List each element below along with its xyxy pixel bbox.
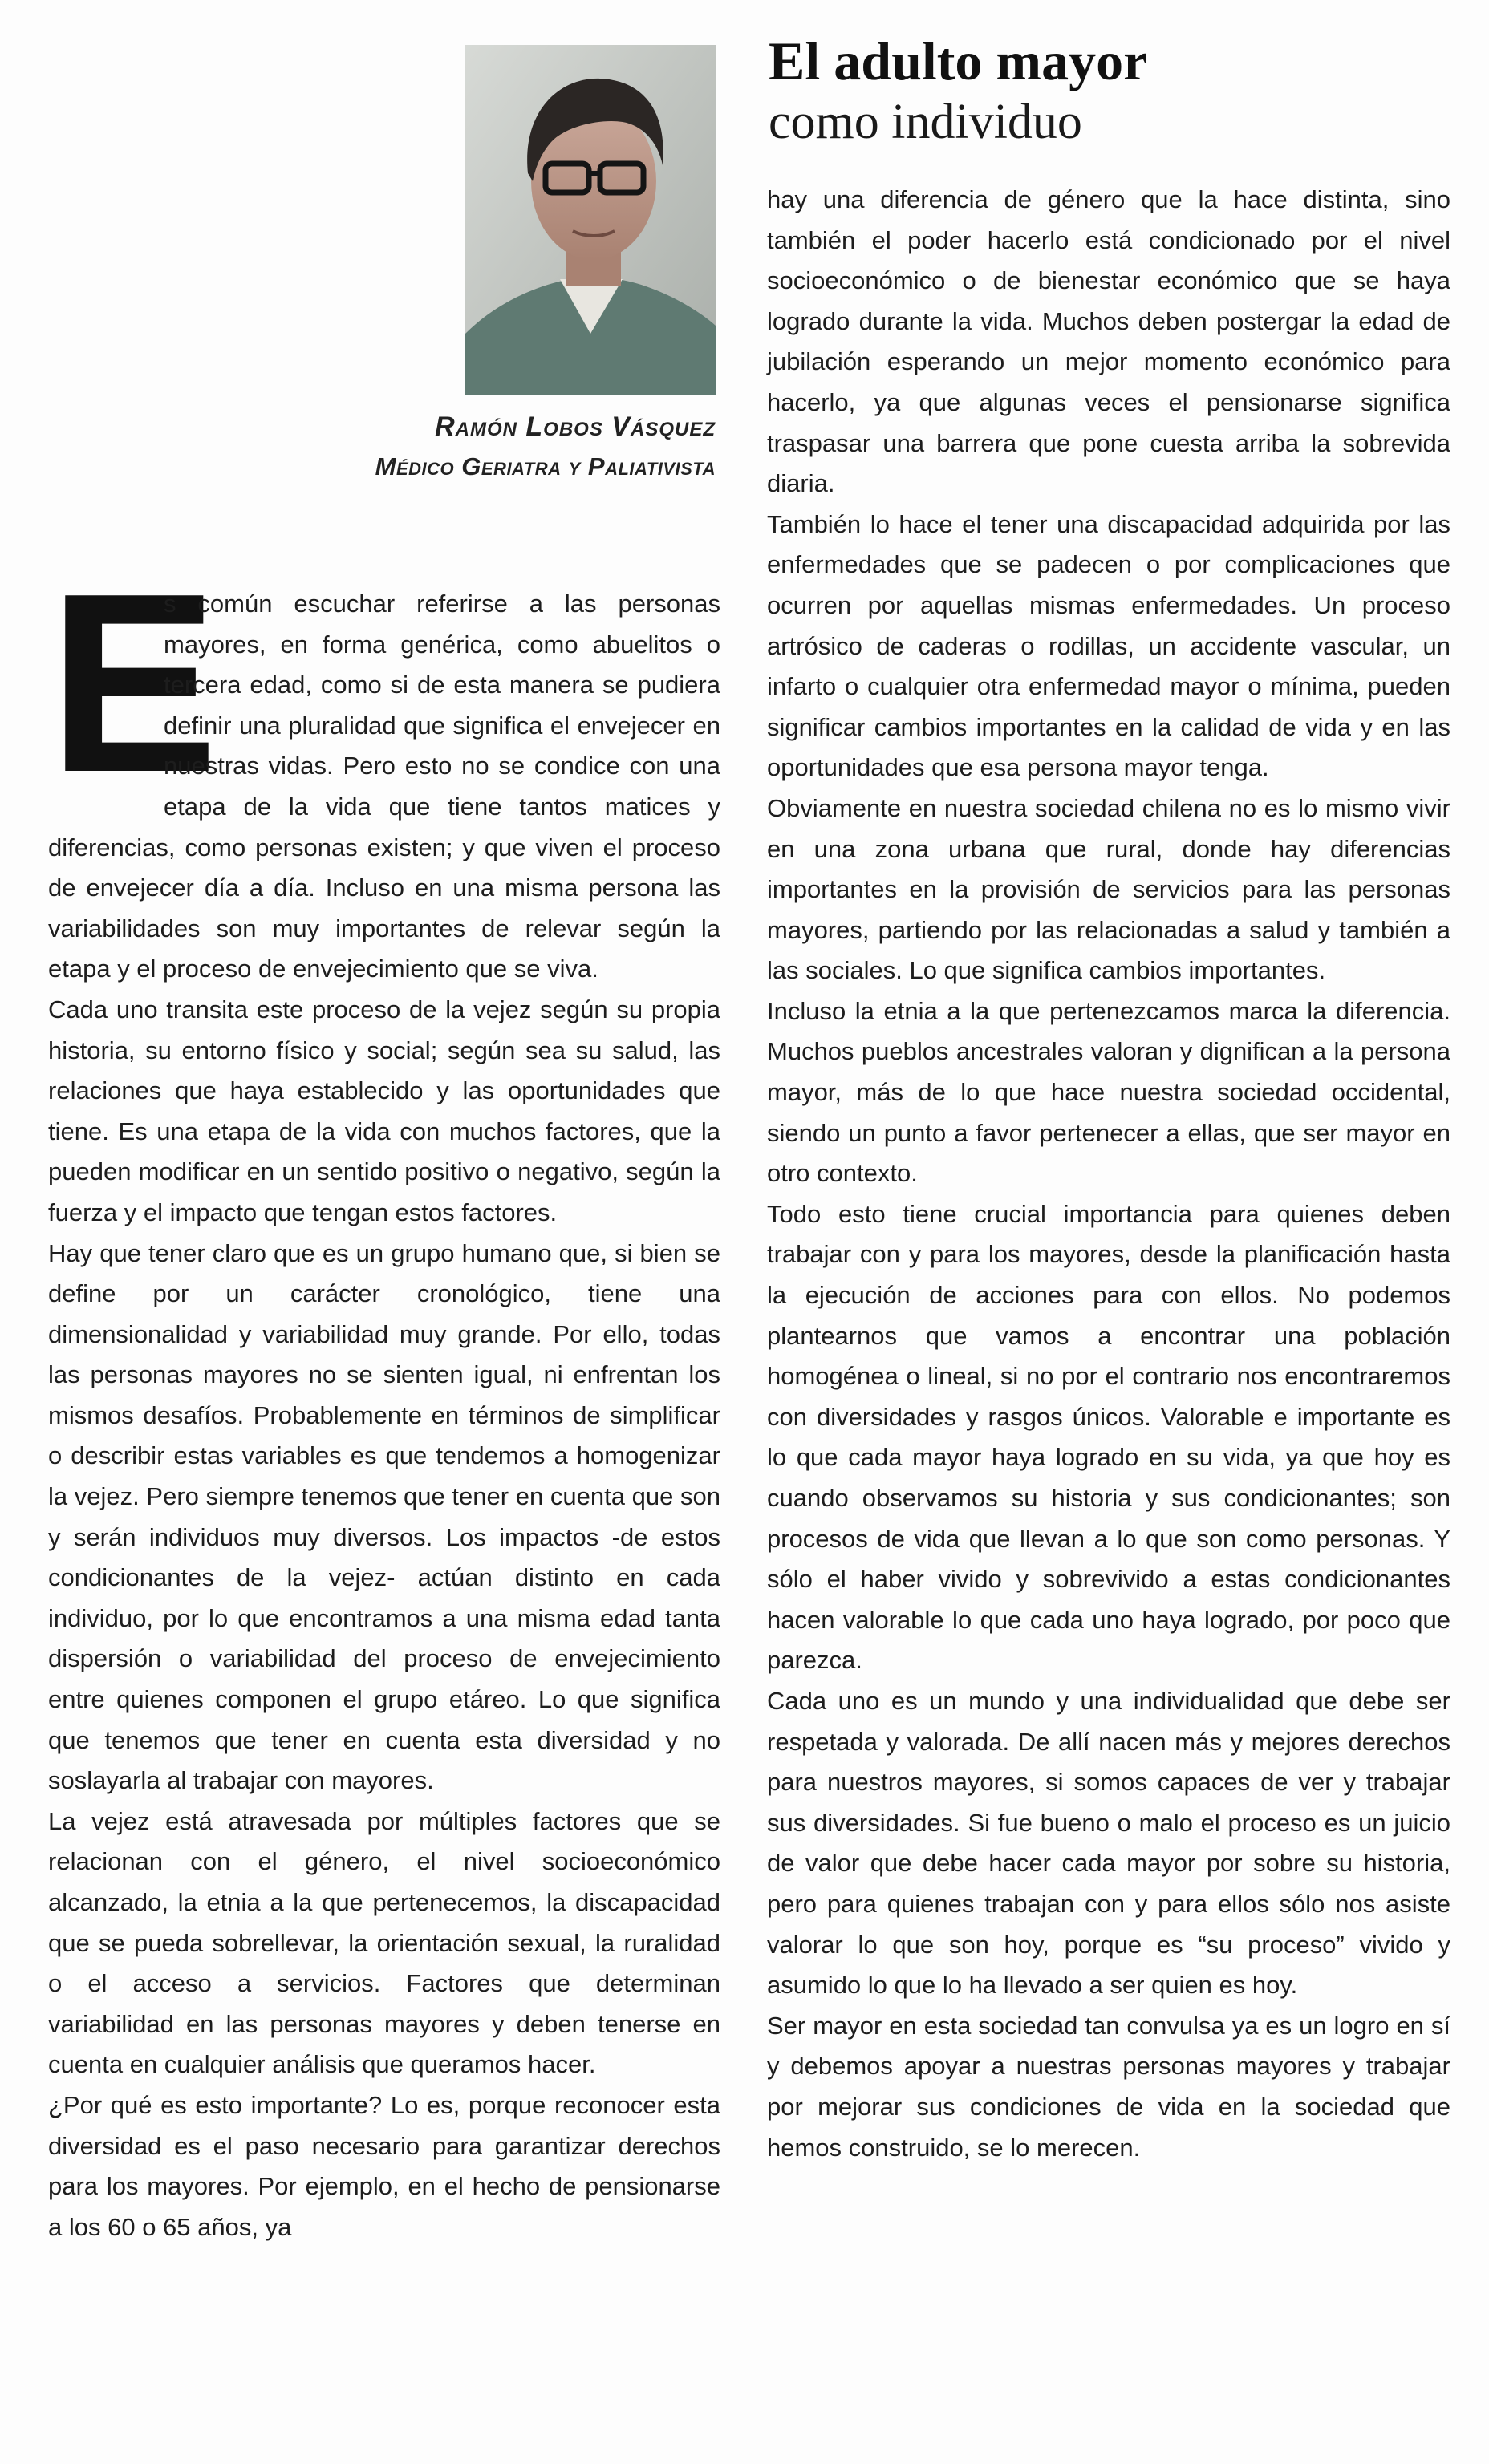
article-headline xyxy=(769,29,1459,151)
paragraph: Ser mayor en esta sociedad tan convulsa ya es un logro en sí y debemos apoyar a nuestras personas mayores y trabajar por mejorar sus condiciones de vida en la sociedad que hemos construido, se lo merecen. xyxy=(767,2011,1450,2162)
paragraph: Todo esto tiene crucial importancia para quienes deben trabajar con y para los mayores, desde la planificación hasta la ejecución de acciones para con ellos. No podemos plantearnos que vamos a encontrar una población homogénea o lineal, si no por el contrario nos encontraremos con diversidades y rasgos únicos. Valorable e importante es lo que cada mayor haya logrado en su vida, ya que hoy es cuando observamos su historia y sus condicionantes; son procesos de vida que llevan a lo que son como personas. Y sólo el haber vivido y sobrevivido a estas condicionantes hacen valorable lo que cada uno haya logrado, por poco que parezca. xyxy=(767,1199,1450,1675)
left-column xyxy=(48,541,720,2247)
paragraph: La vejez está atravesada por múltiples factores que se relacionan con el género, el nivel socioeconómico alcanzado, la etnia a la que pertenecemos, la discapacidad que se pueda sobrellevar, la orientación sexual, la ruralidad o el acceso a servicios. Factores que determinan variabilidad en las personas mayores y deben tenerse en cuenta en cualquier análisis que queramos hacer. xyxy=(48,1806,720,2079)
paragraph: Cada uno es un mundo y una individualidad que debe ser respetada y valorada. De allí nacen más y mejores derechos para nuestros mayores, si somos capaces de ver y trabajar sus diversidades. Si fue bueno o malo el proceso es un juicio de valor que debe hacer cada mayor por sobre su historia, pero para quienes trabajan con y para ellos sólo nos asiste valorar lo que son hoy, porque es “su proceso” vivido y asumido lo que lo ha llevado a ser quien es hoy. xyxy=(767,1686,1450,2000)
right-column xyxy=(767,180,1450,2168)
paragraph: hay una diferencia de género que la hace distinta, sino también el poder hacerlo está condicionado por el nivel socioeconómico o de bienestar económico que se haya logrado durante la vida. Muchos deben postergar la edad de jubilación esperando un mejor momento económico para hacerlo, ya que algunas veces el pensionarse significa traspasar una barrera que pone cuesta arriba la sobrevida diaria. xyxy=(767,185,1450,498)
drop-cap: E xyxy=(48,541,219,825)
paragraph: Cada uno transita este proceso de la vejez según su propia historia, su entorno físico y social; según sea su salud, las relaciones que haya establecido y las oportunidades que tiene. Es una etapa de la vida con muchos factores, que la pueden modificar en un sentido positivo o negativo, según la fuerza y el impacto que tengan estos factores. xyxy=(48,995,720,1226)
paragraph: ¿Por qué es esto importante? Lo es, porque reconocer esta diversidad es el paso necesario para garantizar derechos para los mayores. Por ejemplo, en el hecho de pensionarse a los 60 o 65 años, ya xyxy=(48,2090,720,2241)
paragraph: También lo hace el tener una discapacidad adquirida por las enfermedades que se padecen o por complicaciones que ocurren por aquellas mismas enfermedades. Un proceso artrósico de caderas o rodillas, un accidente vascular, un infarto o cualquier otra enfermedad mayor o mínima, pueden significar cambios importantes en la calidad de vida y en las oportunidades que esa persona mayor tenga. xyxy=(767,509,1450,782)
author-role: Médico Geriatra y Paliativista xyxy=(375,452,716,480)
paragraph: Hay que tener claro que es un grupo humano que, si bien se define por un carácter cronológico, tiene una dimensionalidad y variabilidad muy grande. Por ello, todas las personas mayores no se sienten igual, ni enfrentan los mismos desafíos. Probablemente en términos de simplificar o describir estas variables es que tendemos a homogenizar la vejez. Pero siempre tenemos que tener en cuenta que son y serán individuos muy diversos. Los impactos -de estos condicionantes de la vejez- actúan distinto en cada individuo, por lo que encontramos a una misma edad tanta dispersión o variabilidad del proceso de envejecimiento entre quienes componen el grupo etáreo. Lo que significa que tenemos que tener en cuenta esta diversidad y no soslayarla al trabajar con mayores. xyxy=(48,1238,720,1795)
author-photo xyxy=(465,45,716,395)
paragraph: Obviamente en nuestra sociedad chilena no es lo mismo vivir en una zona urbana que rural, donde hay diferencias importantes en la provisión de servicios para las personas mayores, partiendo por las relacionadas a salud y también a las sociales. Lo que significa cambios importantes. xyxy=(767,793,1450,985)
headline-subtitle: como individuo xyxy=(769,95,1082,149)
headline-title: El adulto mayor xyxy=(769,30,1148,91)
byline xyxy=(289,409,716,484)
author-name: Ramón Lobos Vásquez xyxy=(435,411,716,442)
intro-text: s común escuchar referirse a las personas mayores, en forma genérica, como abuelitos o tercera edad, como si de esta manera se pudiera definir una pluralidad que significa el envejecer en nuestras vidas. Pero esto no se condice con una etapa de la vida que tiene tantos matices y diferencias, como personas existen; y que viven el proceso de envejecer día a día. Incluso en una misma persona las variabilidades son muy importantes de relevar según la etapa y el proceso de envejecimiento que se viva. xyxy=(48,590,720,983)
paragraph: Incluso la etnia a la que pertenezcamos marca la diferencia. Muchos pueblos ancestrales valoran y dignifican a la persona mayor, más de lo que hace nuestra sociedad occidental, siendo un punto a favor pertenecer a ellas, que ser mayor en otro contexto. xyxy=(767,996,1450,1188)
paragraph-intro xyxy=(48,541,720,990)
